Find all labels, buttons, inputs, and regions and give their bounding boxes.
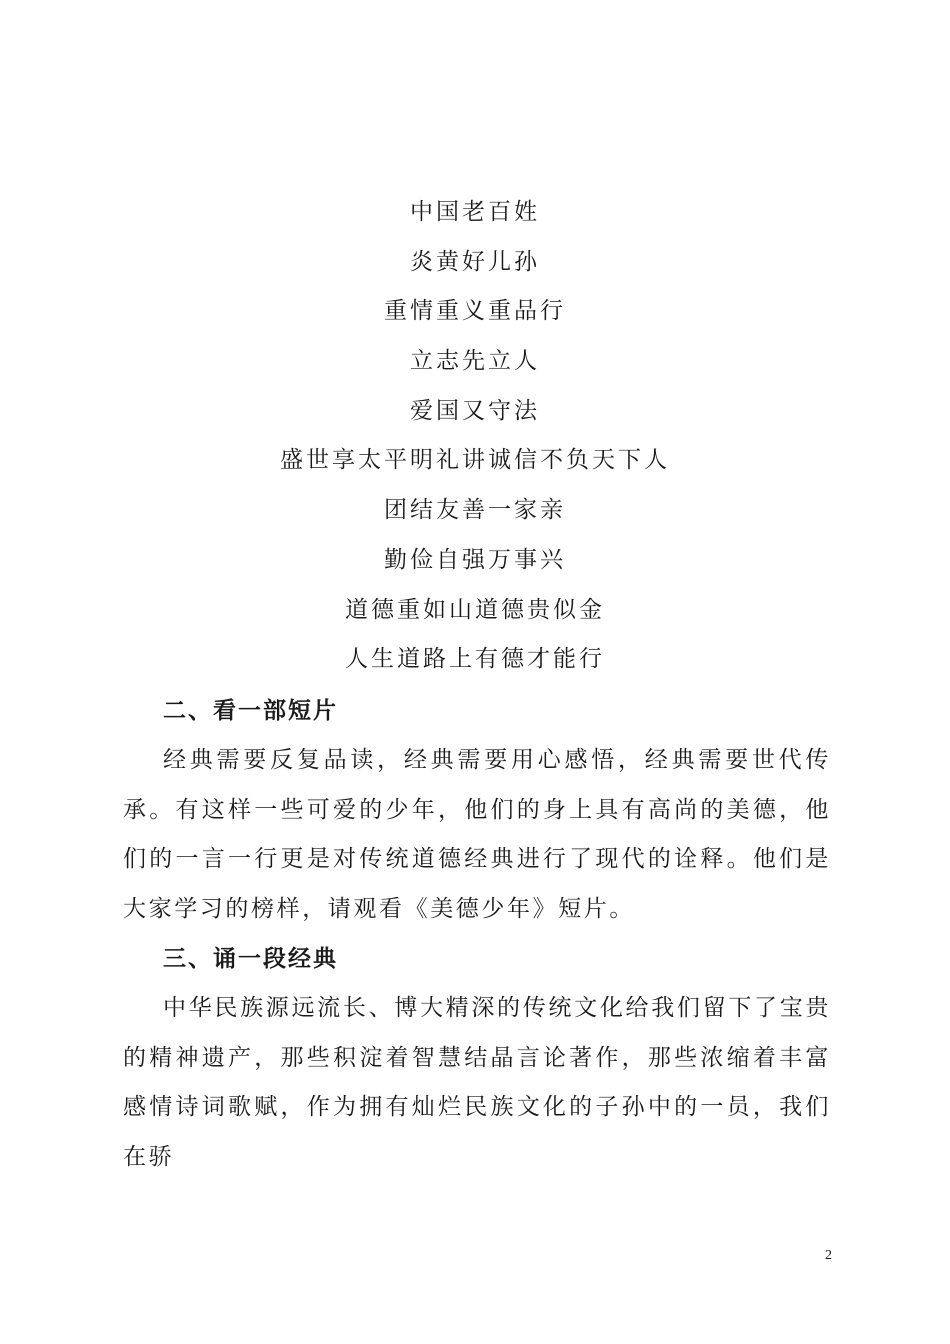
section-heading: 三、诵一段经典 [163,945,338,972]
verse-line: 爱国又守法 [410,397,540,424]
verse-line: 炎黄好儿孙 [410,248,540,275]
verse-line: 道德重如山道德贵似金 [345,596,605,623]
verse-block [0,188,950,685]
verse-line: 人生道路上有德才能行 [345,646,605,673]
verse-line: 中国老百姓 [410,199,540,225]
section-heading: 二、看一部短片 [163,697,338,724]
section-watch-film [123,686,831,935]
verse-line: 重情重义重品行 [384,298,566,325]
verse-line: 立志先立人 [410,348,540,375]
verse-line: 盛世享太平明礼讲诚信不负天下人 [280,447,670,474]
page-number: 2 [825,1248,832,1263]
section-recite-classics [123,934,831,1183]
verse-line: 团结友善一家亲 [384,497,566,524]
section-paragraph: 经典需要反复品读，经典需要用心感悟，经典需要世代传承。有这样一些可爱的少年，他们的身上具有高尚的美德，他们的一言一行更是对传统道德经典进行了现代的诠释。他们是大家学习的榜样，请观看《美德少年》短片。 [123,747,831,923]
verse-line: 勤俭自强万事兴 [384,546,566,573]
section-paragraph: 中华民族源远流长、博大精深的传统文化给我们留下了宝贵的精神遗产，那些积淀着智慧结晶言论著作，那些浓缩着丰富感情诗词歌赋，作为拥有灿烂民族文化的子孙中的一员，我们在骄 [123,995,831,1171]
